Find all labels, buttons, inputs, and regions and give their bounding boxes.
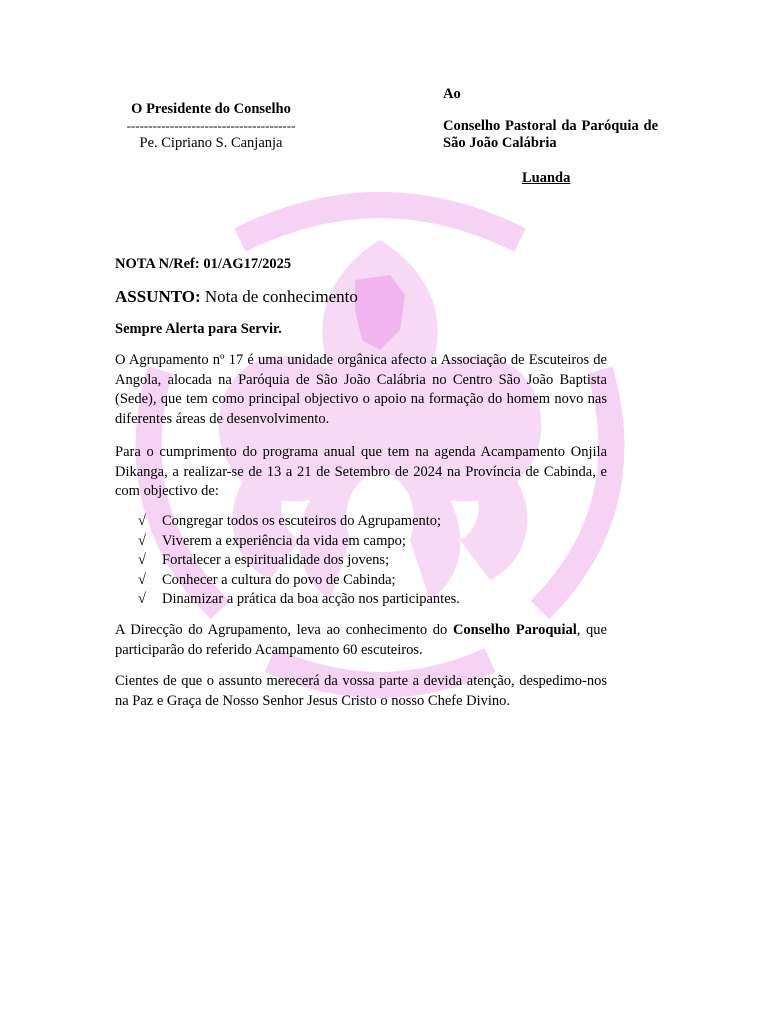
check-icon: √ (138, 513, 146, 529)
paragraph-program: Para o cumprimento do programa anual que tem na agenda Acampamento Onjila Dikanga, a realizar-se de 13 a 21 de Setembro de 2024 na Província de Cabinda, e com objectivo de: (115, 444, 607, 499)
recipient-block (443, 86, 658, 152)
recipient-city: Luanda (522, 170, 571, 186)
check-icon: √ (138, 532, 146, 549)
paragraph-closing: Cientes de que o assunto merecerá da vossa parte a devida atenção, despedimo-nos na Paz e Graça de Nosso Senhor Jesus Cristo o nosso Chefe Divino. (115, 673, 607, 709)
list-item: √ Conhecer a cultura do povo de Cabinda; (138, 571, 608, 591)
subject-line (115, 287, 358, 307)
paragraph-intro: O Agrupamento nº 17 é uma unidade orgânica afecto a Associação de Escuteiros de Angola, alocada na Paróquia de São João Calábria no Centro São João Baptista (Sede), que tem como principal objectivo o apoio na formação do homem novo nas diferentes áreas de desenvolvimento. (115, 352, 607, 427)
list-item: √ Viverem a experiência da vida em campo; (138, 532, 608, 552)
highlight-council: Conselho Paroquial (452, 622, 577, 638)
list-item: √ Congregar todos os escuteiros do Agrupamento; (138, 512, 608, 532)
reference-number: NOTA N/Ref: 01/AG17/2025 (115, 256, 292, 272)
check-icon: √ (138, 591, 146, 607)
sender-block (106, 100, 316, 152)
recipient-name: Conselho Pastoral da Paróquia de São João Calábria (443, 118, 658, 151)
greeting: Sempre Alerta para Servir. (115, 321, 282, 337)
paragraph-participation: A Direcção do Agrupamento, leva ao conhecimento do Conselho Paroquial, que participarão do referido Acampamento 60 escuteiros. (115, 622, 607, 658)
recipient-salutation: Ao (443, 86, 461, 102)
subject-label: ASSUNTO: (115, 287, 201, 306)
signature-line: --------------------------------------- (126, 118, 296, 133)
check-icon: √ (138, 571, 146, 588)
objectives-list (138, 512, 608, 610)
list-item: √ Fortalecer a espiritualidade dos jovens; (138, 551, 608, 571)
check-icon: √ (138, 552, 146, 568)
sender-title: O Presidente do Conselho (131, 101, 291, 117)
sender-name: Pe. Cipriano S. Canjanja (139, 135, 283, 151)
list-item: √ Dinamizar a prática da boa acção nos participantes. (138, 590, 608, 610)
subject-text: Nota de conhecimento (204, 287, 358, 306)
